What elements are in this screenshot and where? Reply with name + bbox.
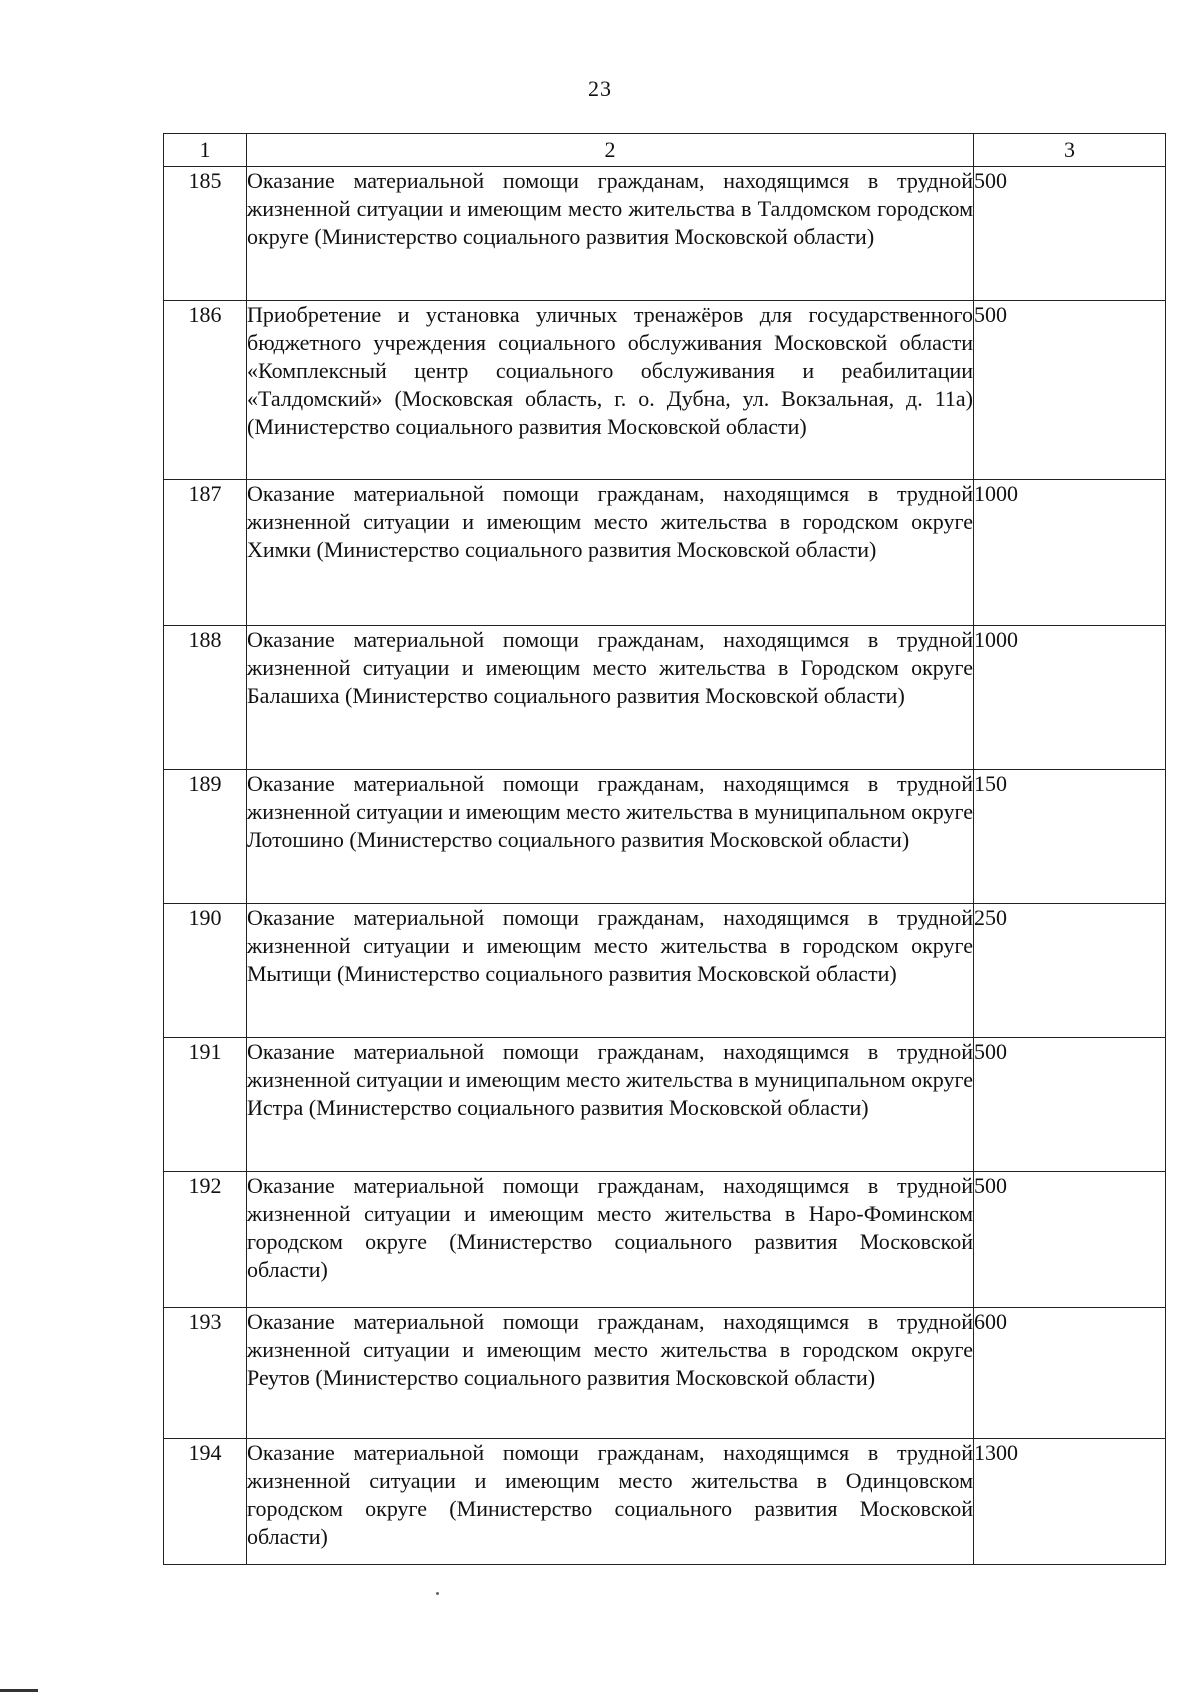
row-description: Оказание материальной помощи гражданам, находящимся в трудной жизненной ситуации и имеющим место жительства в городском округе Мытищи (Министерство социального развития Московской области) — [247, 904, 974, 1038]
row-number: 186 — [164, 301, 247, 480]
column-header-description: 2 — [247, 134, 974, 167]
row-description: Оказание материальной помощи гражданам, находящимся в трудной жизненной ситуации и имеющим место жительства в Наро-Фоминском городском округе (Министерство социального развития Московской области) — [247, 1172, 974, 1308]
row-amount: 1000 — [974, 480, 1166, 626]
row-amount: 500 — [974, 301, 1166, 480]
scan-speck — [436, 1592, 439, 1595]
row-amount: 150 — [974, 770, 1166, 904]
row-description: Оказание материальной помощи гражданам, находящимся в трудной жизненной ситуации и имеющим место жительства в муниципальном округе Истра (Министерство социального развития Московской области) — [247, 1038, 974, 1172]
row-amount: 500 — [974, 1038, 1166, 1172]
row-number: 193 — [164, 1308, 247, 1439]
table-row — [164, 1308, 1166, 1439]
row-description: Приобретение и установка уличных тренажёров для государственного бюджетного учреждения социального обслуживания Московской области «Комплексный центр социального обслуживания и реабилитации «Талдомский» (Московская область, г. о. Дубна, ул. Вокзальная, д. 11а) (Министерство социального развития Московской области) — [247, 301, 974, 480]
table-row — [164, 1439, 1166, 1565]
row-number: 185 — [164, 167, 247, 301]
row-description: Оказание материальной помощи гражданам, находящимся в трудной жизненной ситуации и имеющим место жительства в городском округе Реутов (Министерство социального развития Московской области) — [247, 1308, 974, 1439]
row-description: Оказание материальной помощи гражданам, находящимся в трудной жизненной ситуации и имеющим место жительства в городском округе Химки (Министерство социального развития Московской области) — [247, 480, 974, 626]
row-amount: 1300 — [974, 1439, 1166, 1565]
column-header-amount: 3 — [974, 134, 1166, 167]
row-number: 187 — [164, 480, 247, 626]
row-number: 188 — [164, 626, 247, 770]
table-row — [164, 904, 1166, 1038]
row-number: 192 — [164, 1172, 247, 1308]
row-amount: 600 — [974, 1308, 1166, 1439]
row-description: Оказание материальной помощи гражданам, находящимся в трудной жизненной ситуации и имеющим место жительства в Талдомском городском округе (Министерство социального развития Московской области) — [247, 167, 974, 301]
table-row — [164, 167, 1166, 301]
allocation-table — [163, 133, 1166, 1565]
row-amount: 500 — [974, 167, 1166, 301]
row-amount: 500 — [974, 1172, 1166, 1308]
row-number: 189 — [164, 770, 247, 904]
row-description: Оказание материальной помощи гражданам, находящимся в трудной жизненной ситуации и имеющим место жительства в Городском округе Балашиха (Министерство социального развития Московской области) — [247, 626, 974, 770]
column-header-number: 1 — [164, 134, 247, 167]
row-description: Оказание материальной помощи гражданам, находящимся в трудной жизненной ситуации и имеющим место жительства в Одинцовском городском округе (Министерство социального развития Московской области) — [247, 1439, 974, 1565]
table-row — [164, 1038, 1166, 1172]
table-header-row — [164, 134, 1166, 167]
scan-edge-mark — [0, 1689, 38, 1692]
row-amount: 250 — [974, 904, 1166, 1038]
row-number: 194 — [164, 1439, 247, 1565]
table-row — [164, 301, 1166, 480]
row-number: 190 — [164, 904, 247, 1038]
row-description: Оказание материальной помощи гражданам, находящимся в трудной жизненной ситуации и имеющим место жительства в муниципальном округе Лотошино (Министерство социального развития Московской области) — [247, 770, 974, 904]
table-row — [164, 770, 1166, 904]
page-number: 23 — [588, 76, 612, 101]
table-row — [164, 1172, 1166, 1308]
row-number: 191 — [164, 1038, 247, 1172]
table-row — [164, 626, 1166, 770]
table-row — [164, 480, 1166, 626]
row-amount: 1000 — [974, 626, 1166, 770]
